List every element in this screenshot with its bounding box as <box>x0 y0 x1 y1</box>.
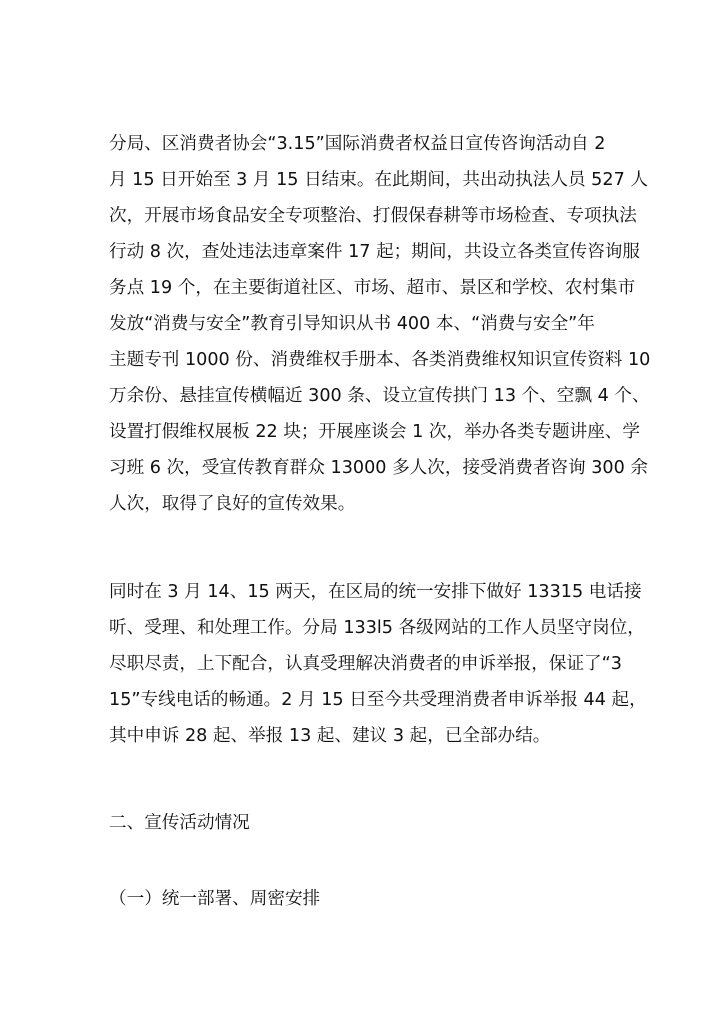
paragraph-line: 其中申诉 28 起、举报 13 起、建议 3 起，已全部办结。 <box>109 726 551 746</box>
paragraph-line: 主题专刊 1000 份、消费维权手册本、各类消费维权知识宣传资料 10 <box>109 350 651 370</box>
paragraph-line: 发放“消费与安全”教育引导知识从书 400 本、“消费与安全”年 <box>109 314 595 334</box>
paragraph-line: 尽职尽责，上下配合，认真受理解决消费者的申诉举报，保证了“3 <box>109 654 622 674</box>
paragraph-line: 习班 6 次，受宣传教育群众 13000 多人次，接受消费者咨询 300 余 <box>109 458 648 478</box>
paragraph-line: 万余份、悬挂宣传横幅近 300 条、设立宣传拱门 13 个、空飘 4 个、 <box>109 386 650 406</box>
paragraph-line: 分局、区消费者协会“3.15”国际消费者权益日宣传咨询活动自 2 <box>109 134 606 154</box>
paragraph-line: 务点 19 个，在主要街道社区、市场、超市、景区和学校、农村集市 <box>109 278 636 298</box>
paragraph-line: 次，开展市场食品安全专项整治、打假保春耕等市场检查、专项执法 <box>109 206 637 226</box>
paragraph-activity-summary <box>109 126 651 522</box>
paragraph-line: 设置打假维权展板 22 块；开展座谈会 1 次，举办各类专题讲座、学 <box>109 422 640 442</box>
paragraph-hotline-work <box>109 574 647 754</box>
paragraph-line: 15”专线电话的畅通。2 月 15 日至今共受理消费者申诉举报 44 起， <box>109 690 647 710</box>
paragraph-line: 同时在 3 月 14、15 两天，在区局的统一安排下做好 13315 电话接 <box>109 582 642 602</box>
paragraph-line: 听、受理、和处理工作。分局 133l5 各级网站的工作人员坚守岗位， <box>109 618 645 638</box>
paragraph-line: 月 15 日开始至 3 月 15 日结束。在此期间，共出动执法人员 527 人 <box>109 170 648 190</box>
subsection-heading: （一）统一部署、周密安排 <box>109 889 321 909</box>
section-heading: 二、宣传活动情况 <box>109 813 250 833</box>
paragraph-line: 人次，取得了良好的宣传效果。 <box>109 494 356 514</box>
paragraph-line: 行动 8 次，查处违法违章案件 17 起；期间，共设立各类宣传咨询服 <box>109 242 640 262</box>
